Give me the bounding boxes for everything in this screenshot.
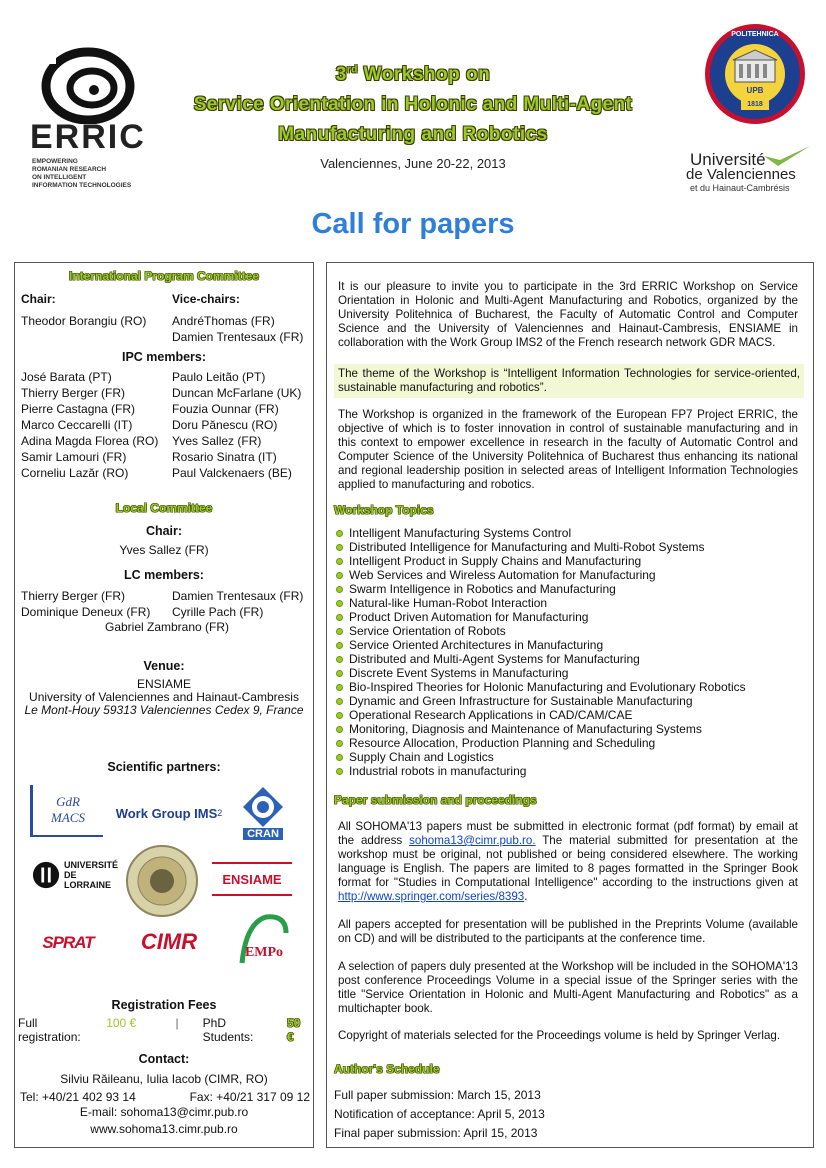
ipc-row: Adina Magda Florea (RO) Yves Sallez (FR) (21, 434, 262, 448)
empo-logo: EMPo (236, 913, 292, 969)
schedule-list (334, 1086, 794, 1143)
topic-item: Service Orientation of Robots (335, 624, 805, 638)
vice-label: Vice-chairs: (172, 292, 240, 306)
title-ordinal: 3rd (335, 64, 358, 85)
schedule-title: Author's Schedule (334, 1062, 440, 1076)
cassino-seal-icon (125, 844, 199, 918)
upb-seal (703, 22, 807, 126)
submission-paragraph-3: A selection of papers duly presented at the Workshop will be included in the SOHOMA'13 post conference Proceedings Volume in a special issue of the Springer series with the title "Service Orientation in Holonic and Multi-Agent Manufacturing and Robotics" as a multichapter book. (338, 960, 798, 1015)
submission-paragraph-4: Copyright of materials selected for the Proceedings volume is held by Springer Verlag. (338, 1029, 781, 1042)
ipc-chairs (21, 291, 311, 345)
ensiame-logo: ENSIAME (212, 862, 292, 896)
schedule-item: Final paper submission: April 15, 2013 (334, 1126, 538, 1140)
ipc-row: Samir Lamouri (FR) Rosario Sinatra (IT) (21, 450, 277, 464)
ipc-members (21, 369, 313, 481)
fees-row (18, 1016, 310, 1044)
lorraine-emblem-icon (32, 860, 60, 890)
erric-logo (30, 44, 160, 194)
partners-label: Scientific partners: (107, 760, 221, 774)
fees-label: Registration Fees (111, 998, 217, 1012)
topic-item: Product Driven Automation for Manufacturing (335, 610, 805, 624)
ims-logo: Work Group IMS 2 (115, 805, 223, 821)
lc-last-member: Gabriel Zambrano (FR) (104, 620, 230, 634)
uv-logo (684, 146, 814, 194)
theme-text: The theme of the Workshop is “Intelligent Information Technologies for service-oriented, sustainable manufacturing and robotics”. (338, 367, 800, 394)
lc-members-label: LC members: (124, 568, 204, 582)
local-chair: Yves Sallez (FR) (119, 543, 209, 557)
workshop-title-line3: Manufacturing and Robotics (278, 124, 548, 145)
sprat-logo: SPRAT (42, 933, 94, 952)
call-for-papers: Call for papers (311, 208, 515, 240)
contact-web[interactable]: www.sohoma13.cimr.pub.ro (90, 1122, 238, 1136)
lc-members (21, 588, 313, 620)
cassino-seal (124, 843, 200, 919)
upb-top-text: POLITEHNICA (731, 31, 779, 38)
cran-logo: CRAN (239, 782, 287, 844)
schedule-item: Notification of acceptance: April 5, 2013 (334, 1107, 545, 1121)
topics-list (335, 526, 805, 778)
springer-link[interactable]: http://www.springer.com/series/8393 (338, 890, 525, 903)
contact-email[interactable]: E-mail: sohoma13@cimr.pub.ro (79, 1105, 249, 1119)
topic-item: Web Services and Wireless Automation for Manufacturing (335, 568, 805, 582)
workshop-title-line2: Service Orientation in Holonic and Multi-Agent (193, 94, 633, 115)
topic-item: Monitoring, Diagnosis and Maintenance of Manufacturing Systems (335, 722, 805, 736)
vice-chair-1: AndréThomas (FR) (172, 314, 275, 328)
venue-label: Venue: (143, 659, 185, 673)
lc-row: Dominique Deneux (FR) Cyrille Pach (FR) (21, 605, 264, 619)
topic-item: Operational Research Applications in CAD/CAM/CAE (335, 708, 805, 722)
venue-name: ENSIAME (136, 677, 191, 691)
topic-item: Intelligent Manufacturing Systems Control (335, 526, 805, 540)
contact-label: Contact: (138, 1052, 190, 1066)
ipc-row: Corneliu Lazăr (RO) Paul Valckenaers (BE) (21, 466, 292, 480)
workshop-title-line1 (160, 64, 666, 86)
upb-monogram: UPB (746, 86, 764, 95)
cran-emblem-icon (242, 786, 284, 828)
full-reg-price: 100 € (106, 1016, 137, 1030)
topic-item: Swarm Intelligence in Robotics and Manufacturing (335, 582, 805, 596)
intro-paragraph: It is our pleasure to invite you to participate in the 3rd ERRIC Workshop on Service Orientation in Holonic and Multi-Agent Manufacturing and Robotics, organized by the University Politehnica of Bucharest, the Faculty of Automatic Control and Computer Science and the University of Valenciennes and Hainaut-Cambresis, ENSIAME in collaboration with the Work Group IMS2 of the French research network GDR MACS. (338, 280, 798, 349)
contact-names: Silviu Răileanu, Iulia Iacob (CIMR, RO) (60, 1072, 268, 1086)
erric-swirl-icon (36, 44, 146, 124)
title-line1-rest: Workshop on (363, 64, 491, 85)
erric-wordmark: ERRIC (30, 118, 146, 156)
checkmark-icon (762, 144, 812, 168)
submission-paragraph-1: All SOHOMA'13 papers must be submitted in electronic format (pdf format) by email at the address sohoma13@cimr.pub.ro. The material submitted for presentation at the workshop must be original, not published or being considered elsewhere. The working language is English. The papers are limited to 8 pages formatted in the Springer Book format for "Studies in Computational Intelligence" according to the instructions given at http://www.springer.com/series/8393. (338, 820, 798, 903)
chair-name: Theodor Borangiu (RO) (21, 314, 147, 328)
topic-item: Distributed Intelligence for Manufacturing and Multi-Robot Systems (335, 540, 805, 554)
topic-item: Supply Chain and Logistics (335, 750, 805, 764)
topic-item: Industrial robots in manufacturing (335, 764, 805, 778)
local-committee-title: Local Committee (115, 501, 213, 515)
uv-line3: et du Hainaut-Cambrésis (690, 183, 790, 193)
lorraine-logo: UNIVERSITÉ DE LORRAINE (32, 855, 122, 895)
upb-year: 1818 (747, 101, 763, 108)
submission-paragraph-2: All papers accepted for presentation will be published in the Preprints Volume (available on CD) and will be distributed to the participants at the conference time. (338, 918, 798, 945)
schedule-item: Full paper submission: March 15, 2013 (334, 1088, 541, 1102)
uv-line2: de Valenciennes (686, 166, 796, 183)
lc-row: Thierry Berger (FR) Damien Trentesaux (FR) (21, 589, 304, 603)
gdr-macs-logo: GdR MACS (30, 785, 103, 837)
framework-paragraph: The Workshop is organized in the framework of the European FP7 Project ERRIC, the objective of which is to foster innovation in control of sustainable manufacturing and in this context to empower excellence in research in the faculty of Automatic Control and Computer Science of the University Politehnica of Bucharest thus enhancing its national and regional leadership position in selected areas of Intelligent Information Technologies applied to manufacturing and robotics. (338, 408, 798, 491)
ipc-row: José Barata (PT) Paulo Leitão (PT) (21, 370, 266, 384)
topic-item: Discrete Event Systems in Manufacturing (335, 666, 805, 680)
ipc-members-label: IPC members: (121, 350, 207, 364)
chair-label: Chair: (21, 292, 56, 306)
contact-phone-row (20, 1090, 310, 1104)
tel: Tel: +40/21 402 93 14 (20, 1090, 136, 1104)
topic-item: Intelligent Product in Supply Chains and Manufacturing (335, 554, 805, 568)
phd-label: PhD Students: (202, 1016, 254, 1044)
uv-line1: Université (690, 150, 766, 169)
fees-separator: | (175, 1016, 179, 1030)
topics-title: Workshop Topics (334, 503, 434, 517)
ipc-row: Thierry Berger (FR) Duncan McFarlane (UK) (21, 386, 302, 400)
submission-title: Paper submission and proceedings (334, 793, 537, 807)
theme-box (334, 364, 804, 398)
phd-price: 50 € (286, 1016, 301, 1044)
topic-item: Dynamic and Green Infrastructure for Sustainable Manufacturing (335, 694, 805, 708)
location-date: Valenciennes, June 20-22, 2013 (320, 156, 506, 171)
venue-address: Le Mont-Houy 59313 Valenciennes Cedex 9, France (24, 703, 304, 717)
venue-university: University of Valenciennes and Hainaut-Cambresis (29, 690, 299, 704)
ipc-title: International Program Committee (68, 269, 260, 283)
ipc-row: Marco Ceccarelli (IT) Doru Pănescu (RO) (21, 418, 278, 432)
topic-item: Bio-Inspired Theories for Holonic Manufacturing and Evolutionary Robotics (335, 680, 805, 694)
erric-tagline: EMPOWERING ROMANIAN RESEARCH ON INTELLIGENT INFORMATION TECHNOLOGIES (32, 158, 132, 189)
full-reg-label: Full registration: (18, 1016, 81, 1044)
topic-item: Service Oriented Architectures in Manufacturing (335, 638, 805, 652)
local-chair-label: Chair: (145, 524, 183, 538)
fax: Fax: +40/21 317 09 12 (189, 1090, 310, 1104)
vice-chair-2: Damien Trentesaux (FR) (172, 330, 304, 344)
topic-item: Distributed and Multi-Agent Systems for Manufacturing (335, 652, 805, 666)
submission-email-link[interactable]: sohoma13@cimr.pub.ro. (409, 834, 536, 847)
ipc-row: Pierre Castagna (FR) Fouzia Ounnar (FR) (21, 402, 279, 416)
topic-item: Natural-like Human-Robot Interaction (335, 596, 805, 610)
cimr-logo: CIMR (140, 929, 198, 954)
topic-item: Resource Allocation, Production Planning and Scheduling (335, 736, 805, 750)
